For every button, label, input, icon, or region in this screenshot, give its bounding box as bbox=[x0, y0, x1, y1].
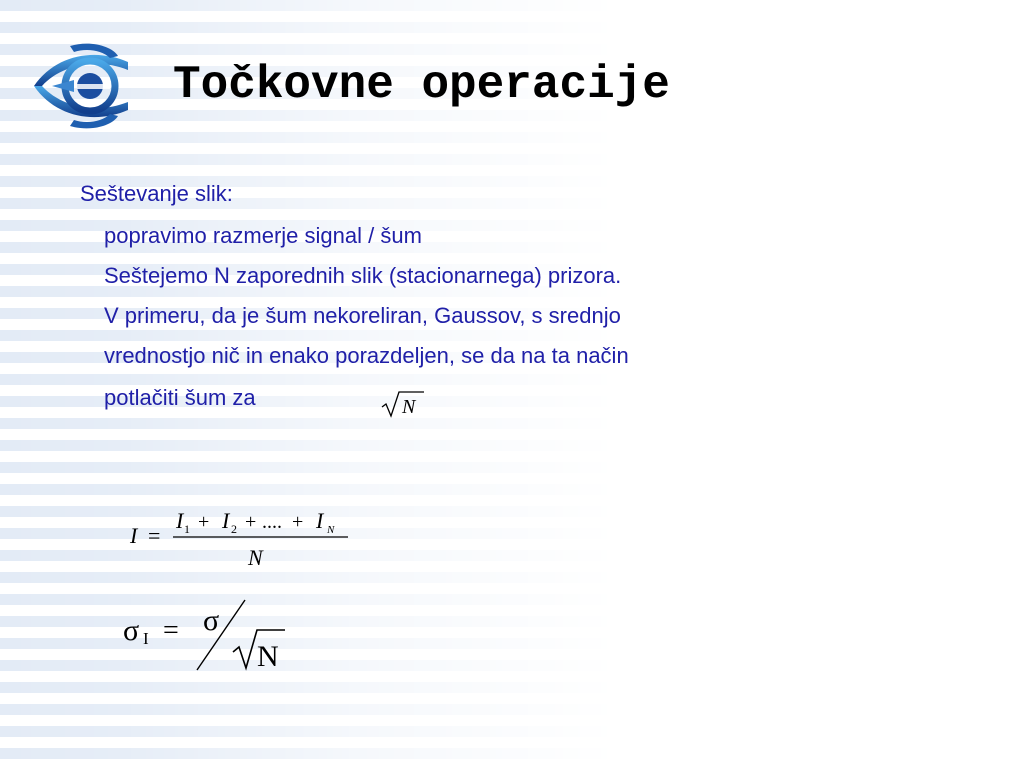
bullet-line-4: vrednostjo nič in enako porazdeljen, se da na ta način bbox=[104, 343, 629, 368]
formula-sigma bbox=[115, 592, 305, 682]
term-in: I bbox=[316, 508, 324, 533]
sigma-radicand: N bbox=[257, 640, 279, 673]
formula-equals: = bbox=[148, 523, 161, 548]
inline-sqrt-radicand: N bbox=[402, 396, 416, 418]
sigma-equals: = bbox=[163, 615, 179, 646]
bullet-line-1: popravimo razmerje signal / šum bbox=[104, 223, 422, 248]
term-i2: I bbox=[222, 508, 230, 533]
formula-lhs: I bbox=[130, 523, 138, 548]
sub-2: 2 bbox=[231, 522, 237, 536]
sigma-sub: I bbox=[143, 629, 149, 648]
dots: .... bbox=[262, 511, 282, 533]
slide-title: Točkovne operacije bbox=[173, 59, 670, 111]
bullet-line-2: Seštejemo N zaporednih slik (stacionarnega) prizora. bbox=[104, 263, 622, 288]
term-i1: I bbox=[176, 508, 184, 533]
eye-logo-icon bbox=[30, 40, 134, 132]
sub-n: N bbox=[327, 524, 335, 536]
formula-average bbox=[120, 500, 360, 580]
plus-2: + bbox=[245, 511, 257, 533]
heading-line: Seštevanje slik: bbox=[80, 181, 233, 206]
sigma-numerator: σ bbox=[203, 604, 220, 637]
bullet-line-3: V primeru, da je šum nekoreliran, Gaussov, s srednjo bbox=[104, 303, 621, 328]
inline-sqrt-n bbox=[380, 389, 426, 419]
plus-1: + bbox=[198, 511, 210, 533]
denominator: N bbox=[248, 545, 263, 570]
sigma-lhs: σ bbox=[123, 614, 140, 647]
bullet-line-5: potlačiti šum za bbox=[104, 385, 256, 410]
sub-1: 1 bbox=[184, 522, 190, 536]
plus-3: + bbox=[292, 511, 304, 533]
